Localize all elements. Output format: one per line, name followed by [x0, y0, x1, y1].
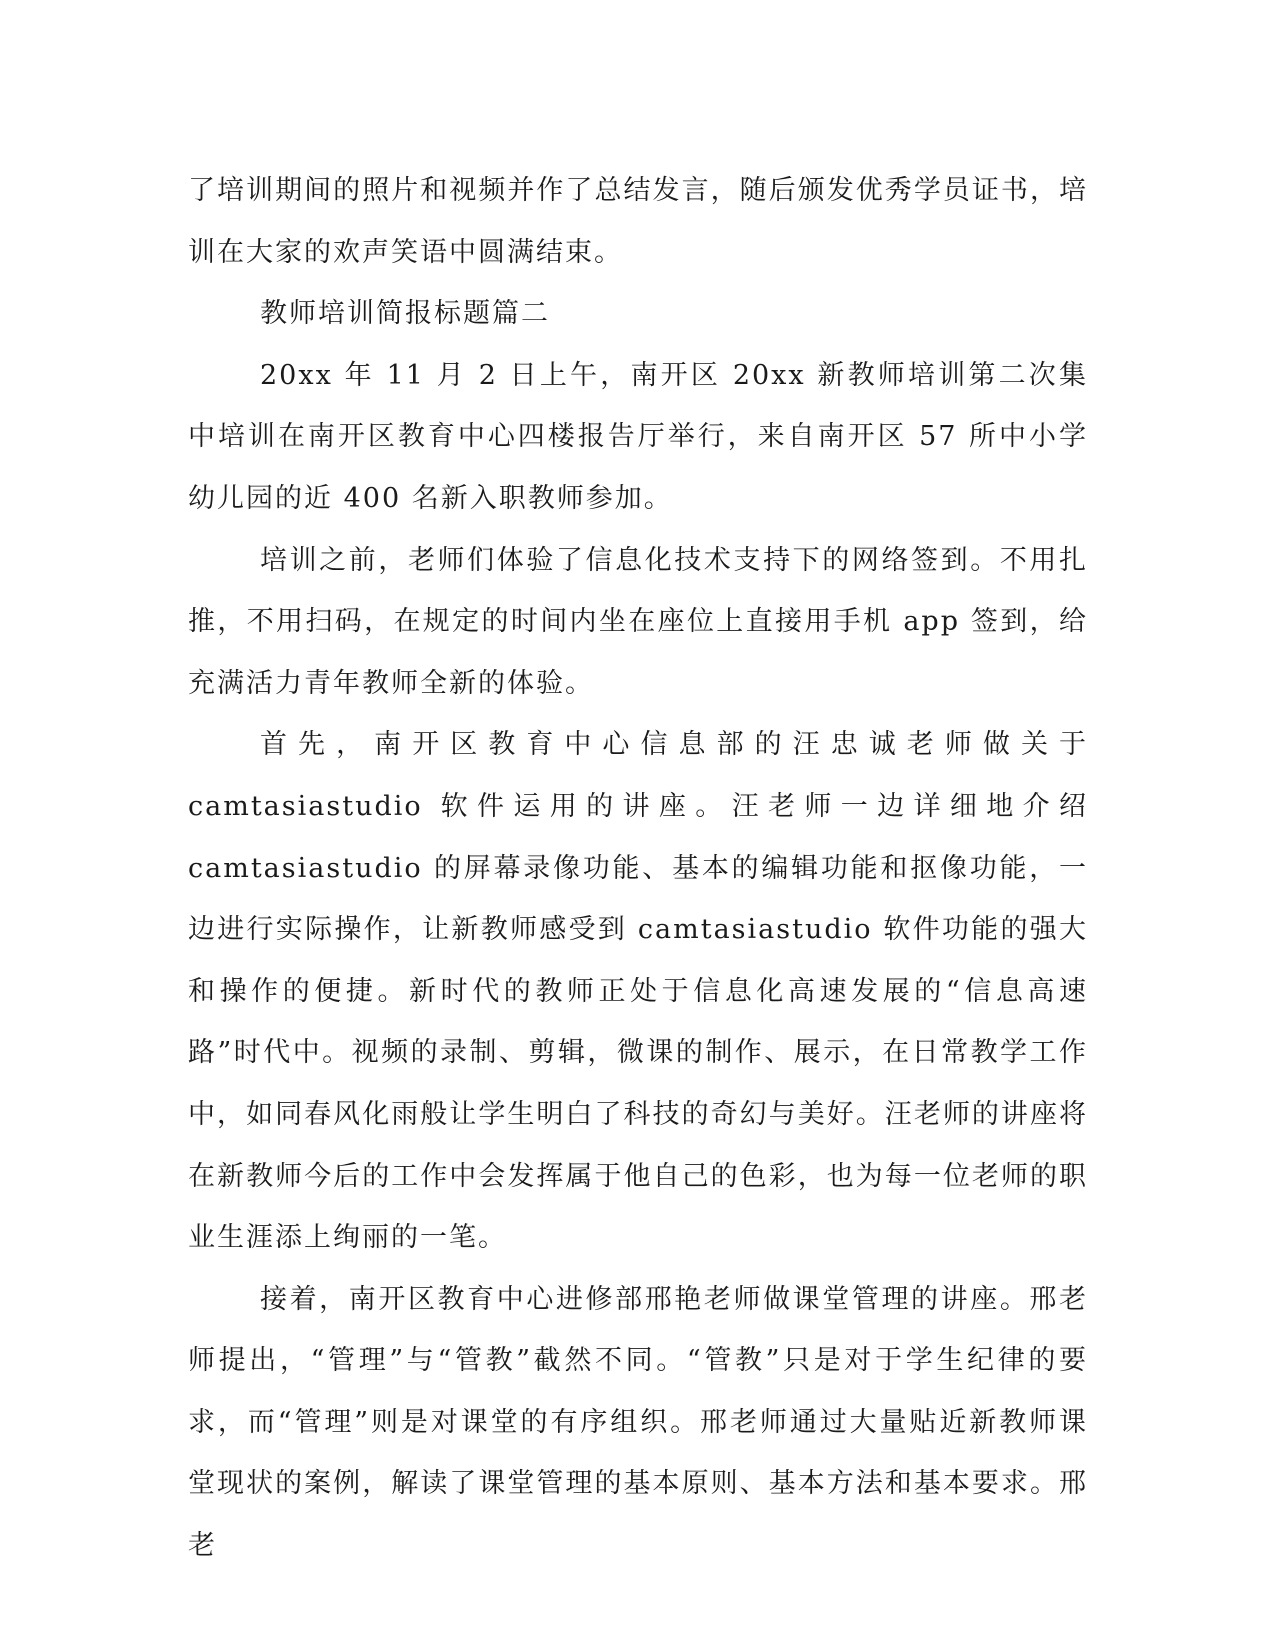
section-heading: 教师培训简报标题篇二 — [260, 298, 550, 330]
paragraph-event-intro: 20xx 年 11 月 2 日上午，南开区 20xx 新教师培训第二次集中培训在南开区教育中心四楼报告厅举行，来自南开区 57 所中小学幼儿园的近 400 名新入职教师参加。 — [188, 359, 1088, 514]
paragraph-sign-in: 培训之前，老师们体验了信息化技术支持下的网络签到。不用扎推，不用扫码，在规定的时间内坐在座位上直接用手机 app 签到，给充满活力青年教师全新的体验。 — [188, 544, 1088, 699]
paragraph-second-lecture: 接着，南开区教育中心进修部邢艳老师做课堂管理的讲座。邢老师提出，“管理”与“管教”截然不同。“管教”只是对于学生纪律的要求，而“管理”则是对课堂的有序组织。邢老师通过大量贴近新教师课堂现状的案例，解读了课堂管理的基本原则、基本方法和基本要求。邢老 — [188, 1283, 1088, 1562]
paragraph-continuation: 了培训期间的照片和视频并作了总结发言，随后颁发优秀学员证书，培训在大家的欢声笑语中圆满结束。 — [188, 175, 1088, 268]
paragraph-first-lecture: 首先，南开区教育中心信息部的汪忠诚老师做关于 camtasiastudio 软件运用的讲座。汪老师一边详细地介绍 camtasiastudio 的屏幕录像功能、基本的编辑功能和抠像功能，一边进行实际操作，让新教师感受到 camtasiastudio 软件功能的强大和操作的便捷。新时代的教师正处于信息化高速发展的“信息高速路”时代中。视频的录制、剪辑，微课的制作、展示，在日常教学工作中，如同春风化雨般让学生明白了科技的奇幻与美好。汪老师的讲座将在新教师今后的工作中会发挥属于他自己的色彩，也为每一位老师的职业生涯添上绚丽的一笔。 — [188, 729, 1088, 1254]
document-body — [188, 160, 1088, 1577]
